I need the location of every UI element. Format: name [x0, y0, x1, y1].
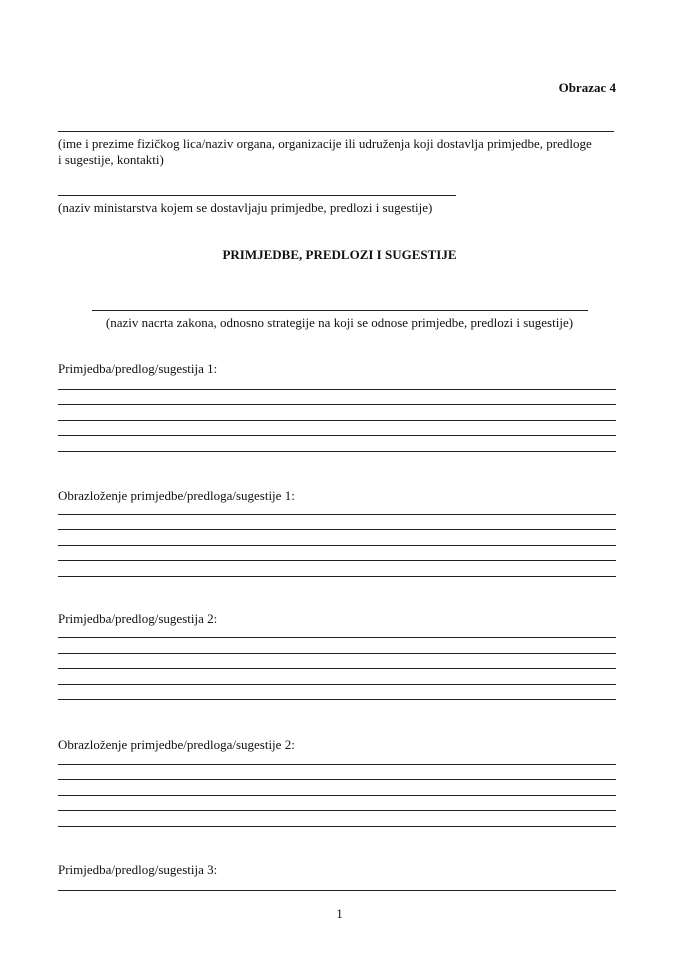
answer-line[interactable] — [58, 668, 616, 669]
draft-line[interactable] — [92, 310, 588, 311]
form-number: Obrazac 4 — [558, 80, 616, 95]
answer-line[interactable] — [58, 560, 616, 561]
draft-caption: (naziv nacrta zakona, odnosno strategije na koji se odnose primjedbe, predlozi i sugestije) — [105, 315, 574, 330]
answer-line[interactable] — [58, 637, 616, 638]
answer-line[interactable] — [58, 764, 616, 765]
section-label-1: Primjedba/predlog/sugestija 1: — [58, 361, 218, 376]
answer-line[interactable] — [58, 389, 616, 390]
answer-line[interactable] — [58, 435, 616, 436]
answer-line[interactable] — [58, 795, 616, 796]
answer-line[interactable] — [58, 810, 616, 811]
answer-line[interactable] — [58, 451, 616, 452]
section-label-3: Primjedba/predlog/sugestija 2: — [58, 611, 218, 626]
answer-line[interactable] — [58, 576, 616, 577]
section-label-4: Obrazloženje primjedbe/predloga/sugestije 2: — [58, 737, 295, 752]
answer-line[interactable] — [58, 653, 616, 654]
answer-line[interactable] — [58, 826, 616, 827]
section-label-5: Primjedba/predlog/sugestija 3: — [58, 862, 218, 877]
answer-line[interactable] — [58, 420, 616, 421]
page-number: 1 — [336, 906, 343, 921]
page-title: PRIMJEDBE, PREDLOZI I SUGESTIJE — [222, 247, 457, 262]
answer-line[interactable] — [58, 529, 616, 530]
answer-line[interactable] — [58, 514, 616, 515]
answer-line[interactable] — [58, 699, 616, 700]
answer-line[interactable] — [58, 684, 616, 685]
answer-line[interactable] — [58, 545, 616, 546]
ministry-line[interactable] — [58, 195, 456, 196]
submitter-line[interactable] — [58, 131, 614, 132]
answer-line[interactable] — [58, 779, 616, 780]
answer-line[interactable] — [58, 404, 616, 405]
ministry-caption: (naziv ministarstva kojem se dostavljaju primjedbe, predlozi i sugestije) — [58, 200, 433, 215]
submitter-caption: (ime i prezime fizičkog lica/naziv organa, organizacije ili udruženja koji dostavlja primjedbe, predloge i sugestije, kontakti) — [58, 136, 592, 167]
section-label-2: Obrazloženje primjedbe/predloga/sugestije 1: — [58, 488, 295, 503]
answer-line[interactable] — [58, 890, 616, 891]
